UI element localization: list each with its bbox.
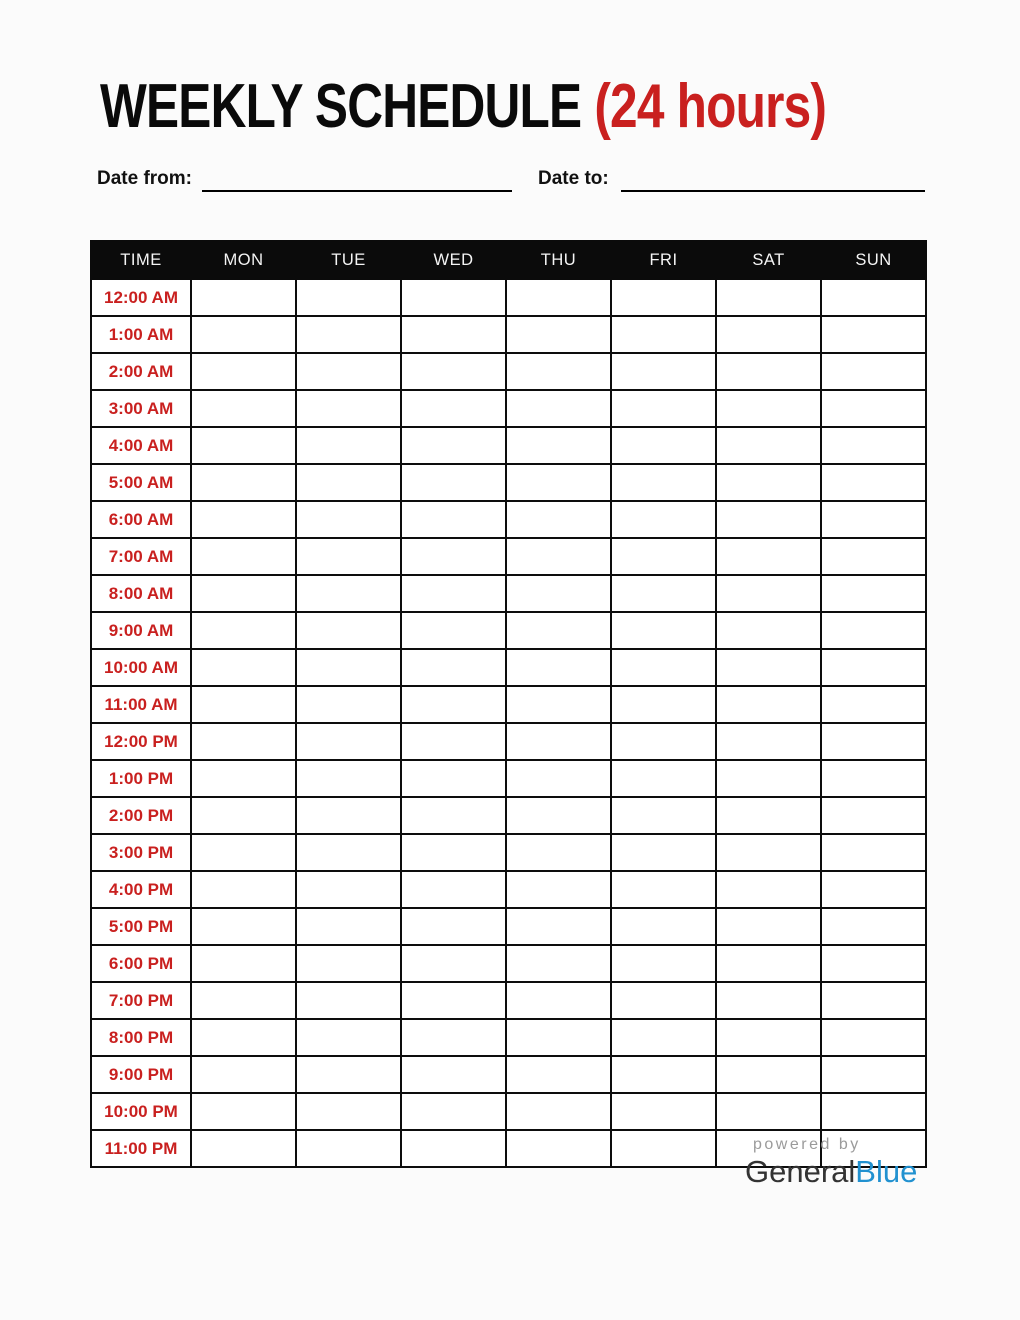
- general-blue-logo: [745, 1155, 935, 1189]
- schedule-cell[interactable]: [821, 575, 926, 612]
- schedule-cell[interactable]: [296, 760, 401, 797]
- schedule-cell[interactable]: [716, 1056, 821, 1093]
- schedule-cell[interactable]: [716, 797, 821, 834]
- schedule-cell[interactable]: [296, 575, 401, 612]
- schedule-cell[interactable]: [611, 723, 716, 760]
- schedule-cell[interactable]: [401, 612, 506, 649]
- schedule-cell[interactable]: [401, 279, 506, 316]
- day-column-header: MON: [191, 241, 296, 279]
- schedule-cell[interactable]: [401, 575, 506, 612]
- time-cell: 8:00 AM: [91, 575, 191, 612]
- schedule-cell[interactable]: [611, 501, 716, 538]
- schedule-cell[interactable]: [716, 279, 821, 316]
- schedule-cell[interactable]: [401, 538, 506, 575]
- table-row: [91, 464, 926, 501]
- schedule-cell[interactable]: [821, 871, 926, 908]
- schedule-cell[interactable]: [506, 871, 611, 908]
- schedule-cell[interactable]: [821, 353, 926, 390]
- schedule-cell[interactable]: [821, 390, 926, 427]
- schedule-table-head: [91, 241, 926, 279]
- time-cell: 4:00 AM: [91, 427, 191, 464]
- table-row: [91, 834, 926, 871]
- time-cell: 6:00 AM: [91, 501, 191, 538]
- table-row: [91, 760, 926, 797]
- schedule-cell[interactable]: [821, 1093, 926, 1130]
- schedule-table: [90, 240, 927, 1168]
- schedule-cell[interactable]: [401, 908, 506, 945]
- table-row: [91, 686, 926, 723]
- table-row: [91, 797, 926, 834]
- schedule-cell[interactable]: [296, 1093, 401, 1130]
- schedule-cell[interactable]: [611, 649, 716, 686]
- table-row: [91, 1019, 926, 1056]
- table-row: [91, 316, 926, 353]
- table-row: [91, 501, 926, 538]
- table-row: [91, 945, 926, 982]
- schedule-cell[interactable]: [611, 279, 716, 316]
- time-cell: 5:00 PM: [91, 908, 191, 945]
- brand-footer: [745, 1136, 935, 1189]
- schedule-cell[interactable]: [506, 1093, 611, 1130]
- schedule-cell[interactable]: [401, 353, 506, 390]
- page-title-suffix: (24 hours): [581, 72, 827, 141]
- schedule-cell[interactable]: [611, 353, 716, 390]
- schedule-cell[interactable]: [296, 871, 401, 908]
- schedule-cell[interactable]: [401, 1093, 506, 1130]
- schedule-cell[interactable]: [191, 945, 296, 982]
- schedule-cell[interactable]: [506, 908, 611, 945]
- schedule-cell[interactable]: [401, 834, 506, 871]
- schedule-cell[interactable]: [506, 982, 611, 1019]
- table-row: [91, 279, 926, 316]
- schedule-cell[interactable]: [716, 427, 821, 464]
- schedule-cell[interactable]: [506, 279, 611, 316]
- time-cell: 11:00 AM: [91, 686, 191, 723]
- schedule-cell[interactable]: [716, 723, 821, 760]
- schedule-cell[interactable]: [716, 538, 821, 575]
- day-column-header: SAT: [716, 241, 821, 279]
- schedule-cell[interactable]: [821, 612, 926, 649]
- day-column-header: SUN: [821, 241, 926, 279]
- schedule-cell[interactable]: [191, 1130, 296, 1167]
- schedule-cell[interactable]: [401, 464, 506, 501]
- date-to-label: Date to:: [538, 168, 609, 189]
- schedule-cell[interactable]: [821, 797, 926, 834]
- schedule-cell[interactable]: [716, 612, 821, 649]
- day-column-header: WED: [401, 241, 506, 279]
- time-cell: 1:00 AM: [91, 316, 191, 353]
- schedule-cell[interactable]: [821, 723, 926, 760]
- brand-secondary-text: Blue: [855, 1154, 918, 1189]
- schedule-cell[interactable]: [401, 760, 506, 797]
- table-row: [91, 390, 926, 427]
- schedule-cell[interactable]: [611, 760, 716, 797]
- time-cell: 12:00 PM: [91, 723, 191, 760]
- time-cell: 10:00 AM: [91, 649, 191, 686]
- schedule-cell[interactable]: [506, 1056, 611, 1093]
- schedule-cell[interactable]: [296, 538, 401, 575]
- schedule-cell[interactable]: [401, 723, 506, 760]
- schedule-cell[interactable]: [296, 316, 401, 353]
- schedule-cell[interactable]: [401, 871, 506, 908]
- schedule-cell[interactable]: [506, 649, 611, 686]
- schedule-cell[interactable]: [191, 464, 296, 501]
- time-cell: 7:00 AM: [91, 538, 191, 575]
- schedule-cell[interactable]: [821, 649, 926, 686]
- table-row: [91, 908, 926, 945]
- schedule-cell[interactable]: [611, 538, 716, 575]
- schedule-cell[interactable]: [506, 501, 611, 538]
- schedule-cell[interactable]: [296, 1056, 401, 1093]
- time-cell: 3:00 PM: [91, 834, 191, 871]
- schedule-cell[interactable]: [821, 427, 926, 464]
- schedule-cell[interactable]: [611, 612, 716, 649]
- brand-primary-text: General: [745, 1154, 856, 1189]
- time-cell: 2:00 AM: [91, 353, 191, 390]
- schedule-cell[interactable]: [506, 427, 611, 464]
- schedule-cell[interactable]: [191, 834, 296, 871]
- schedule-cell[interactable]: [821, 316, 926, 353]
- table-row: [91, 649, 926, 686]
- schedule-cell[interactable]: [296, 501, 401, 538]
- schedule-cell[interactable]: [716, 871, 821, 908]
- time-cell: 9:00 AM: [91, 612, 191, 649]
- schedule-cell[interactable]: [821, 1056, 926, 1093]
- table-row: [91, 982, 926, 1019]
- schedule-cell[interactable]: [296, 945, 401, 982]
- schedule-cell[interactable]: [611, 908, 716, 945]
- schedule-cell[interactable]: [401, 797, 506, 834]
- schedule-cell[interactable]: [191, 390, 296, 427]
- page-title: [100, 72, 827, 141]
- schedule-cell[interactable]: [191, 612, 296, 649]
- schedule-table-body: [91, 279, 926, 1167]
- time-cell: 1:00 PM: [91, 760, 191, 797]
- schedule-cell[interactable]: [821, 982, 926, 1019]
- schedule-cell[interactable]: [821, 945, 926, 982]
- schedule-cell[interactable]: [611, 427, 716, 464]
- time-cell: 3:00 AM: [91, 390, 191, 427]
- schedule-cell[interactable]: [401, 945, 506, 982]
- schedule-cell[interactable]: [191, 871, 296, 908]
- schedule-cell[interactable]: [611, 797, 716, 834]
- schedule-cell[interactable]: [506, 686, 611, 723]
- schedule-cell[interactable]: [296, 279, 401, 316]
- schedule-cell[interactable]: [611, 1130, 716, 1167]
- table-row: [91, 612, 926, 649]
- schedule-cell[interactable]: [296, 723, 401, 760]
- schedule-cell[interactable]: [296, 390, 401, 427]
- time-cell: 5:00 AM: [91, 464, 191, 501]
- schedule-cell[interactable]: [611, 834, 716, 871]
- schedule-cell[interactable]: [611, 1093, 716, 1130]
- schedule-cell[interactable]: [191, 797, 296, 834]
- schedule-cell[interactable]: [821, 464, 926, 501]
- schedule-cell[interactable]: [401, 390, 506, 427]
- table-row: [91, 1056, 926, 1093]
- schedule-cell[interactable]: [191, 501, 296, 538]
- time-column-header: TIME: [91, 241, 191, 279]
- schedule-cell[interactable]: [611, 982, 716, 1019]
- date-from-field[interactable]: [202, 168, 512, 192]
- schedule-cell[interactable]: [821, 908, 926, 945]
- schedule-cell[interactable]: [716, 760, 821, 797]
- schedule-cell[interactable]: [821, 538, 926, 575]
- schedule-cell[interactable]: [611, 390, 716, 427]
- page-title-main: WEEKLY SCHEDULE: [100, 72, 582, 141]
- schedule-cell[interactable]: [716, 834, 821, 871]
- schedule-cell[interactable]: [506, 760, 611, 797]
- table-row: [91, 575, 926, 612]
- schedule-cell[interactable]: [611, 1019, 716, 1056]
- schedule-cell[interactable]: [296, 686, 401, 723]
- schedule-cell[interactable]: [611, 686, 716, 723]
- schedule-cell[interactable]: [191, 760, 296, 797]
- schedule-cell[interactable]: [716, 945, 821, 982]
- schedule-cell[interactable]: [401, 686, 506, 723]
- schedule-cell[interactable]: [191, 316, 296, 353]
- schedule-cell[interactable]: [506, 1130, 611, 1167]
- schedule-cell[interactable]: [296, 1130, 401, 1167]
- table-row: [91, 538, 926, 575]
- schedule-cell[interactable]: [506, 834, 611, 871]
- schedule-cell[interactable]: [191, 982, 296, 1019]
- time-cell: 12:00 AM: [91, 279, 191, 316]
- time-cell: 2:00 PM: [91, 797, 191, 834]
- day-column-header: FRI: [611, 241, 716, 279]
- schedule-cell[interactable]: [611, 575, 716, 612]
- schedule-cell[interactable]: [821, 279, 926, 316]
- schedule-cell[interactable]: [506, 353, 611, 390]
- schedule-cell[interactable]: [506, 538, 611, 575]
- schedule-cell[interactable]: [716, 649, 821, 686]
- weekly-schedule-grid: [90, 240, 927, 1168]
- schedule-cell[interactable]: [716, 501, 821, 538]
- schedule-cell[interactable]: [191, 723, 296, 760]
- date-from-label: Date from:: [97, 168, 193, 189]
- schedule-cell[interactable]: [611, 1056, 716, 1093]
- schedule-cell[interactable]: [506, 390, 611, 427]
- schedule-cell[interactable]: [506, 316, 611, 353]
- schedule-cell[interactable]: [506, 1019, 611, 1056]
- date-range-row: [97, 168, 925, 192]
- schedule-cell[interactable]: [716, 316, 821, 353]
- schedule-cell[interactable]: [401, 649, 506, 686]
- schedule-cell[interactable]: [296, 427, 401, 464]
- time-cell: 4:00 PM: [91, 871, 191, 908]
- table-row: [91, 723, 926, 760]
- time-cell: 8:00 PM: [91, 1019, 191, 1056]
- schedule-cell[interactable]: [821, 760, 926, 797]
- time-cell: 10:00 PM: [91, 1093, 191, 1130]
- schedule-cell[interactable]: [401, 982, 506, 1019]
- table-row: [91, 353, 926, 390]
- schedule-cell[interactable]: [296, 464, 401, 501]
- schedule-cell[interactable]: [716, 908, 821, 945]
- table-row: [91, 871, 926, 908]
- powered-by-text: powered by: [753, 1136, 861, 1153]
- date-to-field[interactable]: [621, 168, 925, 192]
- schedule-cell[interactable]: [191, 1056, 296, 1093]
- schedule-cell[interactable]: [716, 686, 821, 723]
- schedule-cell[interactable]: [401, 427, 506, 464]
- schedule-cell[interactable]: [191, 538, 296, 575]
- time-cell: 11:00 PM: [91, 1130, 191, 1167]
- schedule-cell[interactable]: [716, 982, 821, 1019]
- schedule-cell[interactable]: [401, 501, 506, 538]
- schedule-cell[interactable]: [296, 908, 401, 945]
- schedule-cell[interactable]: [821, 501, 926, 538]
- schedule-cell[interactable]: [191, 649, 296, 686]
- schedule-cell[interactable]: [191, 908, 296, 945]
- schedule-cell[interactable]: [506, 612, 611, 649]
- schedule-cell[interactable]: [611, 464, 716, 501]
- schedule-cell[interactable]: [716, 1093, 821, 1130]
- schedule-cell[interactable]: [821, 1019, 926, 1056]
- schedule-cell[interactable]: [296, 649, 401, 686]
- schedule-cell[interactable]: [506, 464, 611, 501]
- schedule-cell[interactable]: [191, 1093, 296, 1130]
- schedule-cell[interactable]: [296, 797, 401, 834]
- schedule-cell[interactable]: [506, 945, 611, 982]
- day-column-header: THU: [506, 241, 611, 279]
- schedule-cell[interactable]: [506, 723, 611, 760]
- table-row: [91, 427, 926, 464]
- schedule-cell[interactable]: [296, 834, 401, 871]
- schedule-cell[interactable]: [611, 316, 716, 353]
- schedule-cell[interactable]: [821, 686, 926, 723]
- time-cell: 9:00 PM: [91, 1056, 191, 1093]
- header-row: [91, 241, 926, 279]
- schedule-cell[interactable]: [716, 390, 821, 427]
- schedule-cell[interactable]: [296, 982, 401, 1019]
- schedule-cell[interactable]: [611, 871, 716, 908]
- schedule-cell[interactable]: [821, 834, 926, 871]
- schedule-cell[interactable]: [191, 575, 296, 612]
- day-column-header: TUE: [296, 241, 401, 279]
- time-cell: 6:00 PM: [91, 945, 191, 982]
- schedule-cell[interactable]: [191, 353, 296, 390]
- schedule-cell[interactable]: [191, 279, 296, 316]
- schedule-cell[interactable]: [401, 1019, 506, 1056]
- schedule-cell[interactable]: [296, 353, 401, 390]
- schedule-cell[interactable]: [506, 797, 611, 834]
- schedule-cell[interactable]: [296, 612, 401, 649]
- schedule-cell[interactable]: [191, 1019, 296, 1056]
- time-cell: 7:00 PM: [91, 982, 191, 1019]
- schedule-cell[interactable]: [296, 1019, 401, 1056]
- schedule-cell[interactable]: [401, 1056, 506, 1093]
- schedule-cell[interactable]: [716, 575, 821, 612]
- schedule-cell[interactable]: [716, 353, 821, 390]
- table-row: [91, 1093, 926, 1130]
- schedule-cell[interactable]: [611, 945, 716, 982]
- schedule-cell[interactable]: [401, 1130, 506, 1167]
- schedule-cell[interactable]: [191, 427, 296, 464]
- schedule-cell[interactable]: [401, 316, 506, 353]
- schedule-cell[interactable]: [716, 1019, 821, 1056]
- schedule-cell[interactable]: [716, 464, 821, 501]
- schedule-cell[interactable]: [506, 575, 611, 612]
- schedule-cell[interactable]: [191, 686, 296, 723]
